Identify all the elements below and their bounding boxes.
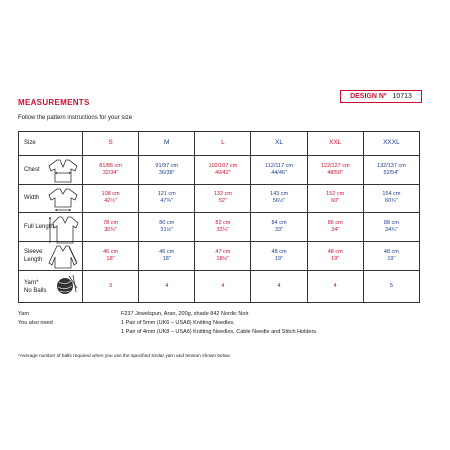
needle-value-1: 1 Pair of 5mm (UK6 – USA8) Knitting Needles. <box>121 320 235 326</box>
value-metric: 108 cm <box>101 191 120 198</box>
row-label <box>24 194 39 202</box>
value-imperial: 32¼" <box>216 227 230 234</box>
size-name: XXL <box>329 139 342 147</box>
value-metric: 86 cm <box>327 220 343 227</box>
design-label: DESIGN Nº <box>350 93 387 100</box>
value-cell <box>307 155 363 184</box>
value-imperial: 52" <box>218 198 227 205</box>
value-metric: 82 cm <box>215 220 231 227</box>
value-imperial: 19" <box>387 256 396 263</box>
value-imperial: 30¾" <box>104 227 117 234</box>
footnote: *Average number of balls required when you use the specified Sirdar yarn and tension shown below <box>18 354 230 359</box>
value-imperial: 31½" <box>160 227 174 234</box>
value-imperial: 44/46" <box>271 169 287 176</box>
row-label-cell <box>19 184 83 213</box>
page-subtitle: Follow the pattern instructions for your size <box>18 115 133 121</box>
row-label <box>24 279 46 295</box>
value-metric: 102/107 cm <box>208 162 238 169</box>
value-cell <box>195 242 251 271</box>
row-label <box>24 248 42 264</box>
sleeve-measure-icon <box>47 245 79 269</box>
value-imperial: 42½" <box>104 198 117 205</box>
row-label-cell <box>19 155 83 184</box>
value-cell <box>139 213 195 242</box>
value-imperial: 36/38" <box>158 169 175 176</box>
width-measure-icon <box>47 188 79 212</box>
value-cell <box>139 271 195 303</box>
size-name: S <box>108 139 113 147</box>
value-metric: 48 cm <box>327 249 343 256</box>
value-cell <box>251 155 307 184</box>
also-need-label: You also need <box>18 320 53 326</box>
length-measure-icon <box>47 216 79 244</box>
yarn-ball-icon <box>55 274 79 296</box>
value-metric: 48 cm <box>271 249 287 256</box>
value-metric: 121 cm <box>157 191 176 198</box>
row-label-line: Full Length <box>24 224 54 231</box>
value-metric: 88 cm <box>383 220 399 227</box>
value-cell <box>139 155 195 184</box>
value-cell <box>195 213 251 242</box>
value-cell <box>251 213 307 242</box>
value-metric: 5 <box>389 283 393 289</box>
value-cell <box>307 242 363 271</box>
measurement-row <box>19 242 420 271</box>
value-cell <box>251 184 307 213</box>
size-name: L <box>221 139 225 147</box>
row-label-line: Sleeve <box>24 249 43 256</box>
value-imperial: 40/42" <box>215 169 231 176</box>
value-metric: 46 cm <box>103 249 119 256</box>
size-header-m <box>139 132 195 156</box>
yarn-value: F237 Jewelspun, Aran, 200g, shade 842 Nordic Noir <box>121 311 249 317</box>
value-metric: 48 cm <box>383 249 399 256</box>
value-cell <box>251 242 307 271</box>
row-label-cell <box>19 213 83 242</box>
measurement-row <box>19 271 420 303</box>
value-imperial: 60¾" <box>385 198 398 205</box>
size-label-cell <box>19 132 83 156</box>
value-imperial: 34¾" <box>385 227 398 234</box>
value-metric: 132 cm <box>213 191 232 198</box>
value-cell <box>139 242 195 271</box>
value-imperial: 19" <box>331 256 340 263</box>
size-header-row <box>19 132 420 156</box>
value-imperial: 18" <box>106 256 115 263</box>
value-imperial: 48/50" <box>327 169 344 176</box>
value-metric: 152 cm <box>326 191 345 198</box>
value-imperial: 19" <box>275 256 284 263</box>
page-title: MEASUREMENTS <box>18 98 90 107</box>
measurements-table <box>18 131 420 303</box>
row-label-line: Width <box>24 195 40 202</box>
measurement-row <box>19 155 420 184</box>
row-label-line: Yarn* <box>24 279 39 286</box>
value-cell <box>139 184 195 213</box>
value-imperial: 18½" <box>216 256 230 263</box>
size-name: XL <box>275 139 284 147</box>
value-metric: 91/97 cm <box>155 162 179 169</box>
value-metric: 81/86 cm <box>99 162 122 169</box>
design-number: 10713 <box>392 93 412 100</box>
design-number-box <box>340 90 422 103</box>
yarn-values <box>121 310 431 337</box>
value-metric: 132/137 cm <box>377 162 406 169</box>
value-metric: 3 <box>109 283 113 289</box>
value-cell <box>83 242 139 271</box>
value-imperial: 34" <box>331 227 340 234</box>
size-header-xl <box>251 132 307 156</box>
value-metric: 143 cm <box>270 191 289 198</box>
value-cell <box>363 155 419 184</box>
value-cell <box>83 271 139 303</box>
size-header-l <box>195 132 251 156</box>
size-name: XXXL <box>383 139 400 147</box>
size-header-xxl <box>307 132 363 156</box>
size-label: Size <box>24 140 36 147</box>
value-imperial: 32/34" <box>102 169 119 176</box>
measurement-row <box>19 213 420 242</box>
yarn-labels <box>18 310 118 328</box>
row-label-line: Chest <box>24 166 40 173</box>
value-metric: 112/117 cm <box>265 162 294 169</box>
value-cell <box>83 184 139 213</box>
value-metric: 154 cm <box>382 191 401 198</box>
value-metric: 47 cm <box>215 249 231 256</box>
size-header-s <box>83 132 139 156</box>
value-cell <box>83 155 139 184</box>
value-imperial: 60" <box>331 198 340 205</box>
value-imperial: 33" <box>275 227 284 234</box>
value-cell <box>307 184 363 213</box>
value-cell <box>363 242 419 271</box>
size-name: M <box>164 139 170 147</box>
value-imperial: 56½" <box>272 198 286 205</box>
value-cell <box>251 271 307 303</box>
value-imperial: 47¾" <box>160 198 174 205</box>
chest-measure-icon <box>47 159 79 183</box>
value-metric: 78 cm <box>103 220 119 227</box>
value-cell <box>363 184 419 213</box>
value-cell <box>83 213 139 242</box>
value-cell <box>363 271 419 303</box>
value-metric: 4 <box>165 283 169 289</box>
measurement-row <box>19 184 420 213</box>
value-cell <box>195 184 251 213</box>
value-metric: 46 cm <box>159 249 175 256</box>
value-metric: 4 <box>221 283 225 289</box>
value-cell <box>195 155 251 184</box>
value-metric: 80 cm <box>159 220 175 227</box>
value-cell <box>363 213 419 242</box>
needle-value-2: 1 Pair of 4mm (UK8 – USA6) Knitting Needles, Cable Needle and Stitch Holders. <box>121 329 318 335</box>
yarn-label: Yarn <box>18 311 30 317</box>
size-header-xxxl <box>363 132 419 156</box>
row-label-line: No Balls <box>24 287 47 294</box>
value-imperial: 18" <box>162 256 171 263</box>
value-metric: 122/127 cm <box>320 162 350 169</box>
row-label-cell <box>19 271 83 303</box>
row-label <box>24 166 40 174</box>
value-cell <box>307 271 363 303</box>
row-label-cell <box>19 242 83 271</box>
row-label-line: Length <box>24 257 43 264</box>
value-cell <box>195 271 251 303</box>
value-metric: 4 <box>277 283 281 289</box>
value-imperial: 52/54" <box>383 169 400 176</box>
value-cell <box>307 213 363 242</box>
value-metric: 84 cm <box>271 220 287 227</box>
value-metric: 4 <box>333 283 337 289</box>
